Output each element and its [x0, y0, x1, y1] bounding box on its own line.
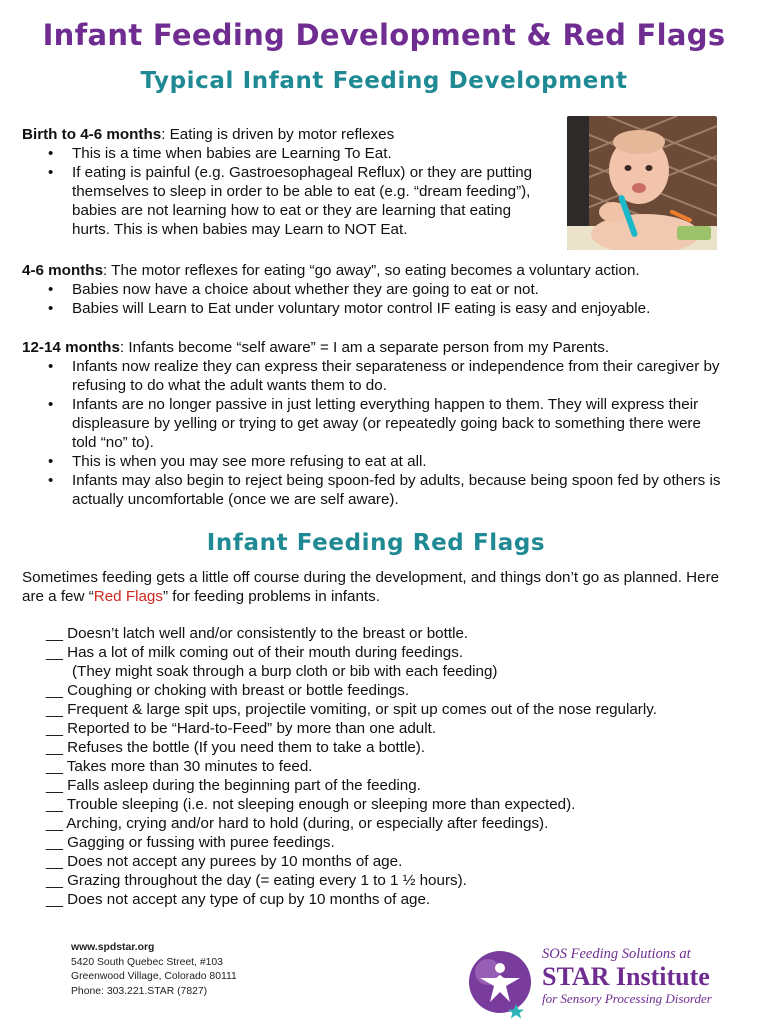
checklist-item: __ Has a lot of milk coming out of their mouth during feedings. — [46, 644, 464, 661]
checklist-item: __ Coughing or choking with breast or bottle feedings. — [46, 682, 410, 699]
logo-tagline: SOS Feeding Solutions at — [542, 946, 691, 962]
checklist-item: __ Refuses the bottle (If you need them to take a bottle). — [46, 739, 426, 756]
checklist-item: __ Gagging or fussing with puree feedings. — [46, 834, 335, 851]
checklist-item: __ Grazing throughout the day (= eating every 1 to 1 ½ hours). — [46, 872, 467, 889]
checklist-item: __ Arching, crying and/or hard to hold (during, or especially after feedings). — [46, 815, 549, 832]
stage-bullets — [22, 144, 552, 239]
page-title: Infant Feeding Development & Red Flags — [42, 18, 726, 52]
red-flags-checklist — [46, 624, 736, 909]
stage-description: : Infants become “self aware” = I am a separate person from my Parents. — [119, 339, 610, 356]
bullet-item: • Infants may also begin to reject being spoon-fed by adults, because being spoon fed by others is actually uncomfortable (once we are self aware). — [22, 471, 724, 509]
baby-eating-photo — [567, 116, 717, 250]
stage-description: : Eating is driven by motor reflexes — [161, 126, 395, 143]
bullet-item: • This is when you may see more refusing to eat at all. — [22, 452, 724, 471]
address-line: Greenwood Village, Colorado 80111 — [71, 971, 237, 982]
logo-name: STAR Institute — [542, 962, 710, 991]
intro-text: Sometimes feeding gets a little off course during the development, and things don’t go as planned. Here are a few “ — [22, 569, 720, 605]
stage-bullets — [22, 280, 722, 318]
logo-text — [542, 946, 712, 1007]
stage-4-to-6-months — [22, 261, 722, 318]
stage-12-to-14-months — [22, 338, 724, 509]
red-flags-heading: Infant Feeding Red Flags — [206, 530, 546, 556]
stage-age: 4-6 months — [22, 262, 104, 279]
checklist-item: __ Doesn’t latch well and/or consistently to the breast or bottle. — [46, 625, 469, 642]
stage-bullets — [22, 357, 724, 509]
star-institute-figure-icon — [466, 948, 534, 1020]
red-flags-intro — [22, 568, 722, 606]
red-flags-highlight: Red Flags — [93, 588, 163, 605]
checklist-item: __ Does not accept any type of cup by 10 months of age. — [46, 891, 431, 908]
stage-lead — [22, 338, 724, 357]
logo-subtitle: for Sensory Processing Disorder — [542, 991, 712, 1006]
stage-age: 12-14 months — [22, 339, 120, 356]
baby-photo-illustration — [567, 116, 717, 250]
star-institute-logo — [466, 946, 736, 1022]
stage-lead — [22, 261, 722, 280]
bullet-item: • If eating is painful (e.g. Gastroesophageal Reflux) or they are putting themselves to sleep in order to be able to eat (e.g. “dream feeding”), babies are not learning how to eat or they are learning that eating hurts. This is when babies may Learn to NOT Eat. — [22, 163, 552, 239]
website-link[interactable]: www.spdstar.org — [71, 942, 155, 953]
checklist-item: __ Falls asleep during the beginning part of the feeding. — [46, 777, 421, 794]
bullet-item: • Infants are no longer passive in just letting everything happen to them. They will express their displeasure by yelling or trying to get away (or repeatedly going back to something there were told “no” to). — [22, 395, 724, 452]
checklist-item: __ Frequent & large spit ups, projectile vomiting, or spit up comes out of the nose regularly. — [46, 701, 657, 718]
bullet-item: • Babies will Learn to Eat under voluntary motor control IF eating is easy and enjoyable. — [22, 299, 722, 318]
stage-description: : The motor reflexes for eating “go away”, so eating becomes a voluntary action. — [103, 262, 640, 279]
checklist-item: __ Reported to be “Hard-to-Feed” by more than one adult. — [46, 720, 437, 737]
intro-text-end: ” for feeding problems in infants. — [162, 588, 380, 605]
contact-info — [71, 941, 237, 999]
checklist-item: __ Does not accept any purees by 10 months of age. — [46, 853, 403, 870]
checklist-item: __ Takes more than 30 minutes to feed. — [46, 758, 313, 775]
address-line: 5420 South Quebec Street, #103 — [71, 956, 223, 968]
stage-lead — [22, 125, 552, 144]
phone-number: Phone: 303.221.STAR (7827) — [71, 985, 208, 997]
stage-age: Birth to 4-6 months — [22, 126, 162, 143]
bullet-item: • Babies now have a choice about whether they are going to eat or not. — [22, 280, 722, 299]
checklist-item: __ Trouble sleeping (i.e. not sleeping enough or sleeping more than expected). — [46, 796, 576, 813]
bullet-item: • Infants now realize they can express their separateness or independence from their caregiver by refusing to do what the adult wants them to do. — [22, 357, 724, 395]
checklist-note: (They might soak through a burp cloth or bib with each feeding) — [72, 663, 498, 680]
bullet-item: • This is a time when babies are Learning To Eat. — [22, 144, 552, 163]
development-heading: Typical Infant Feeding Development — [140, 68, 628, 94]
stage-birth-to-6-months — [22, 125, 552, 239]
